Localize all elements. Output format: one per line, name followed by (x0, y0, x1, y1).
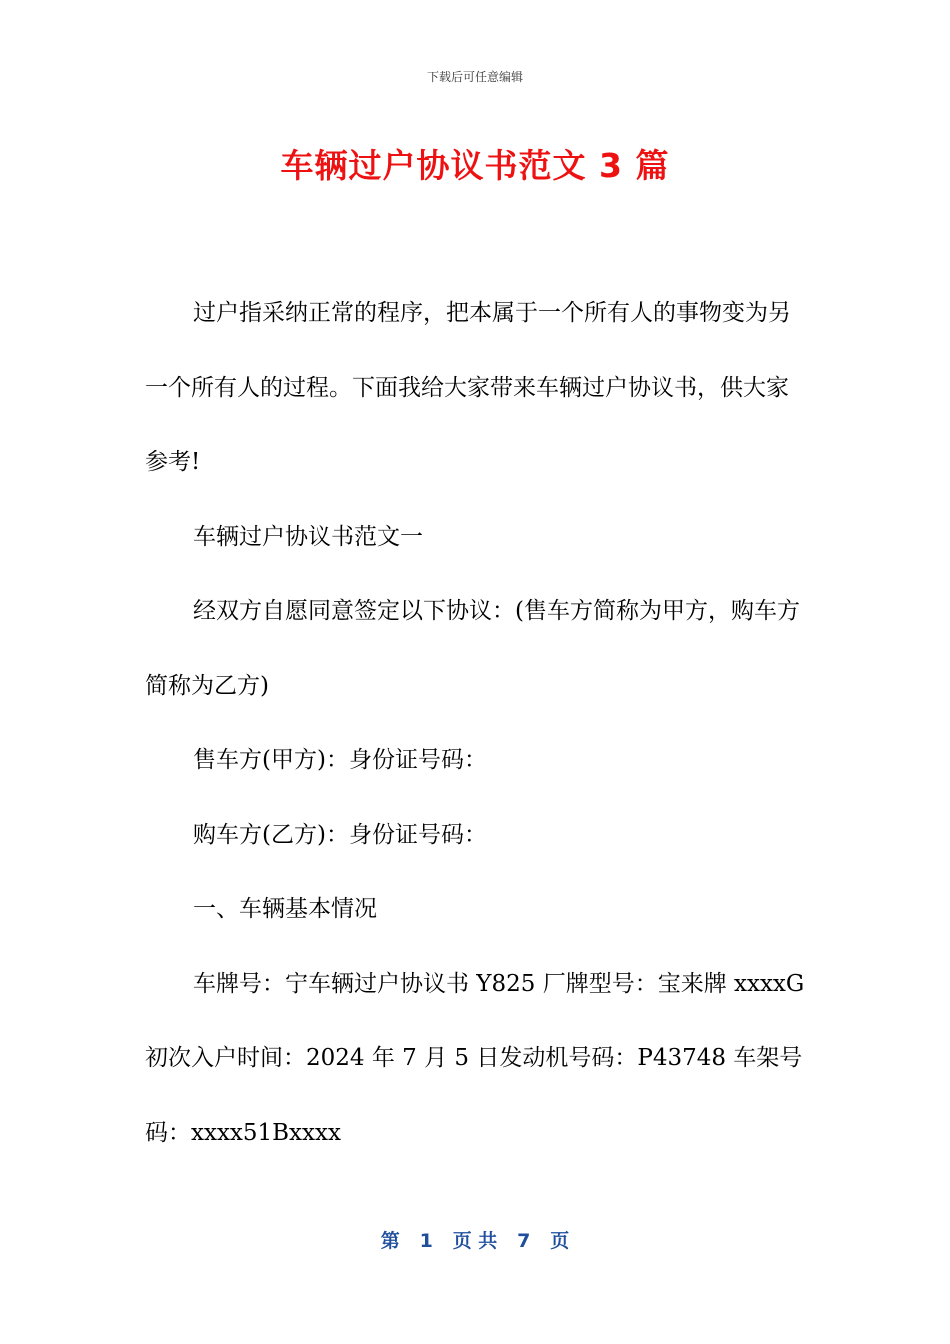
paragraph-vehicle-details: 车牌号：宁车辆过户协议书 Y825 厂牌型号：宝来牌 xxxxG 初次入户时间：2024 年 7 月 5 日发动机号码：P43748 车架号码：xxxx51Bxxxx (145, 970, 805, 1146)
page-total-number: 7 (517, 1230, 531, 1252)
paragraph-vehicle-heading: 一、车辆基本情况 (193, 896, 377, 922)
page-label-suffix: 页 (550, 1230, 570, 1252)
paragraph-intro: 过户指采纳正常的程序，把本属于一个所有人的事物变为另一个所有人的过程。下面我给大家带来车辆过户协议书，供大家参考! (145, 300, 791, 475)
paragraph-seller: 售车方(甲方)：身份证号码： (193, 747, 487, 773)
document-body (145, 276, 807, 1170)
paragraph-agreement-intro: 经双方自愿同意签定以下协议：(售车方简称为甲方，购车方简称为乙方) (145, 598, 800, 699)
paragraph-buyer: 购车方(乙方)：身份证号码： (193, 821, 487, 848)
page-footer (0, 1226, 950, 1253)
paragraph-section-heading: 车辆过户协议书范文一 (193, 523, 423, 550)
header-note: 下载后可任意编辑 (426, 70, 523, 84)
page-label-mid: 页 共 (452, 1230, 498, 1252)
document-title: 车辆过户协议书范文 3 篇 (280, 146, 670, 185)
page-label-prefix: 第 (380, 1230, 400, 1252)
page-current-number: 1 (419, 1230, 433, 1252)
